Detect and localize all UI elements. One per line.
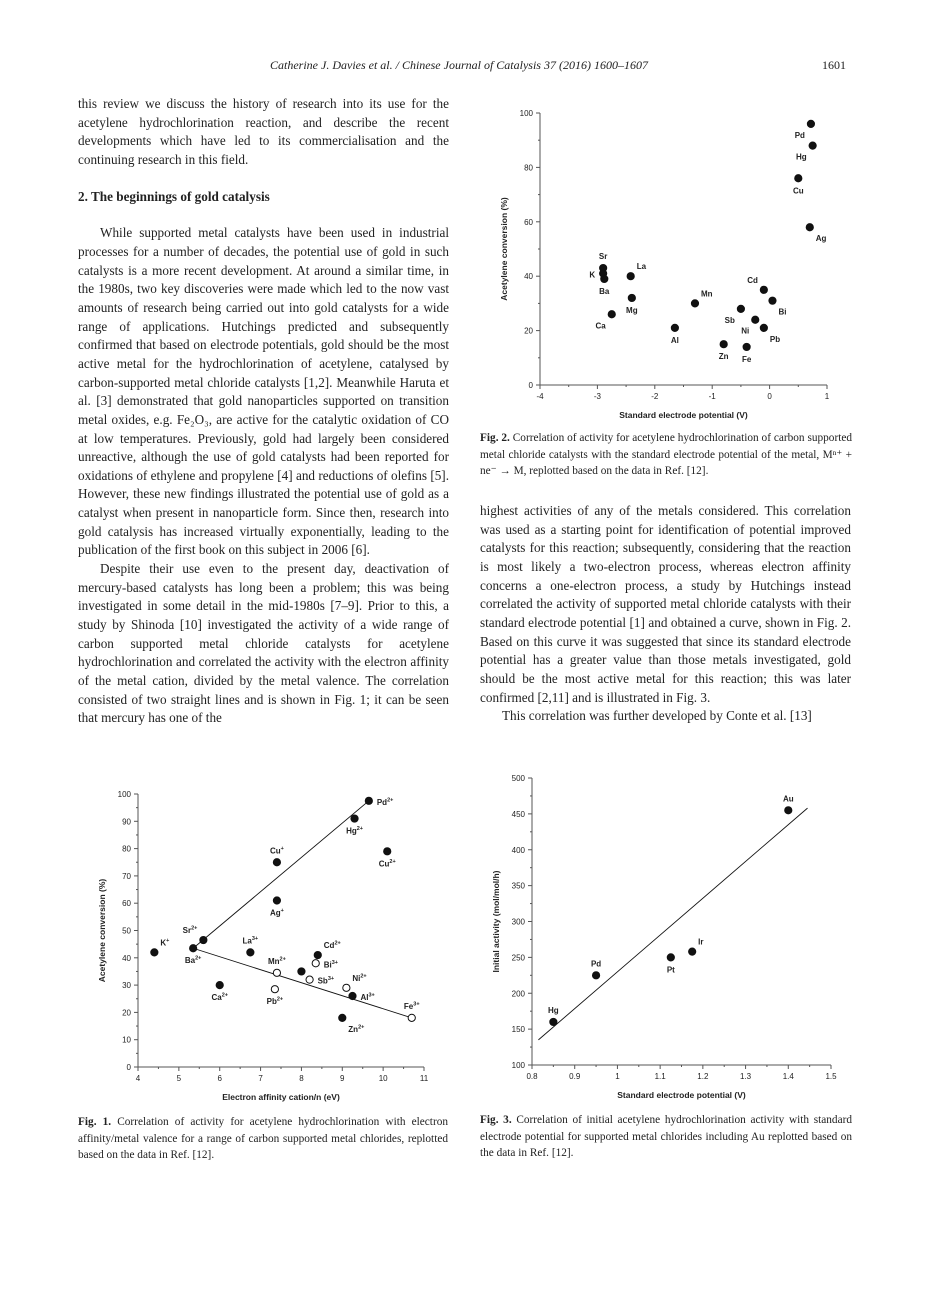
label-charge: + xyxy=(166,937,170,944)
y-axis-title: Acetylene conversion (%) xyxy=(97,878,107,983)
label-symbol: Cu xyxy=(378,859,390,869)
x-axis-title: Standard electrode potential (V) xyxy=(619,410,748,420)
label-symbol: Ni xyxy=(352,973,361,983)
data-label xyxy=(267,997,284,1007)
label-charge: 3+ xyxy=(251,935,259,942)
data-point xyxy=(271,986,278,993)
y-tick-label: 400 xyxy=(511,845,525,855)
data-label xyxy=(667,965,675,974)
data-label xyxy=(637,262,647,271)
y-tick-label: 100 xyxy=(519,109,533,118)
data-point xyxy=(200,936,207,943)
label-symbol: Ag xyxy=(269,908,281,918)
data-point xyxy=(628,294,635,301)
x-axis-title: Standard electrode potential (V) xyxy=(617,1090,746,1100)
x-tick-label: 1.4 xyxy=(782,1072,794,1081)
label-symbol: K xyxy=(160,938,167,948)
x-tick-label: -1 xyxy=(708,392,716,401)
data-point xyxy=(769,297,776,304)
x-tick-label: 1.2 xyxy=(697,1072,709,1081)
data-point xyxy=(312,960,319,967)
label-symbol: Sr xyxy=(182,926,192,936)
label-symbol: La xyxy=(242,936,252,946)
data-label xyxy=(698,938,703,947)
caption-label: Fig. 1. xyxy=(78,1116,112,1128)
y-tick-label: 100 xyxy=(511,1061,525,1070)
data-point xyxy=(720,341,727,348)
label-symbol: Mn xyxy=(267,956,280,966)
x-tick-label: 9 xyxy=(340,1074,345,1083)
data-point xyxy=(809,142,816,149)
data-label xyxy=(725,316,735,325)
data-point xyxy=(601,275,608,282)
y-tick-label: 60 xyxy=(122,899,131,909)
label-charge: 2+ xyxy=(358,1024,365,1031)
y-tick-label: 300 xyxy=(511,917,525,927)
y-tick-label: 40 xyxy=(524,272,533,282)
data-point xyxy=(298,968,305,975)
label-charge: 2+ xyxy=(356,826,364,833)
label-symbol: Ag xyxy=(815,234,827,244)
label-symbol: Pb xyxy=(769,334,781,344)
label-symbol: Cu xyxy=(269,846,281,856)
label-symbol: Pt xyxy=(666,965,675,975)
y-tick-label: 50 xyxy=(122,926,131,936)
label-symbol: Sr xyxy=(598,252,608,262)
data-label xyxy=(268,956,286,966)
y-tick-label: 250 xyxy=(511,953,525,963)
label-symbol: Zn xyxy=(348,1024,359,1034)
label-symbol: Hg xyxy=(346,826,357,836)
y-tick-label: 20 xyxy=(122,1008,131,1018)
label-charge: 2+ xyxy=(276,996,284,1003)
x-tick-label: 7 xyxy=(258,1074,263,1083)
label-symbol: K xyxy=(589,270,596,280)
x-tick-label: 1.5 xyxy=(825,1072,837,1081)
label-charge: 3+ xyxy=(368,992,375,999)
label-symbol: La xyxy=(636,262,647,272)
data-label xyxy=(548,1006,559,1015)
label-symbol: Cu xyxy=(792,186,804,196)
data-point xyxy=(806,224,813,231)
y-tick-label: 450 xyxy=(511,809,525,819)
figure-1-chart xyxy=(90,780,440,1110)
right-column xyxy=(480,502,851,726)
label-charge: 2+ xyxy=(191,925,198,932)
label-symbol: Hg xyxy=(548,1005,559,1015)
data-label xyxy=(742,355,752,364)
x-tick-label: 4 xyxy=(135,1074,141,1083)
y-tick-label: 40 xyxy=(122,953,131,963)
body-paragraph: While supported metal catalysts have been used in industrial processes for a number of decades, the potential use of gold in such catalysts is a more recent development. At around a similar time, in the 1980s, two key discoveries were made which led to the now vast amounts of research being carried out into gold catalysts for a wide range of applications. Hutchings predicted and subsequently confirmed that based on electrode potentials, gold should be the most active metal for the hydrochlorination of acetylene, catalysed by carbon-supported metal chloride catalysts [1,2]. Meanwhile Haruta et al. [3] demonstrated that gold nanoparticles supported on transition metal oxides, e.g. Fe₂O₃, are active for the catalytic oxidation of CO at low temperatures. Previously, gold had largely been considered unreactive, although the use of gold catalysts had been reported for oxidations of ethylene and propylene [4] and reductions of olefins [5]. However, these new findings illustrated the potential use of gold as a catalyst when present in nanoparticle form. Since then, research into gold catalysis has increased virtually exponentially, leading to the publication of the first book on this subject in 2006 [6]. xyxy=(78,225,449,558)
data-point xyxy=(795,175,802,182)
data-label xyxy=(793,186,804,195)
x-tick-label: 8 xyxy=(299,1074,304,1083)
y-tick-label: 10 xyxy=(122,1035,131,1045)
data-label xyxy=(770,335,780,344)
data-label xyxy=(243,936,259,946)
label-symbol: Al xyxy=(360,993,369,1003)
label-symbol: Al xyxy=(670,335,679,345)
x-tick-label: 1.1 xyxy=(654,1072,666,1081)
label-symbol: Pd xyxy=(376,797,388,807)
intro-paragraph: this review we discuss the history of research into its use for the acetylene hydrochlorination reaction, and describe the recent developments which have led to its commercialisation and the continuing research in this field. xyxy=(78,96,449,167)
label-symbol: Ba xyxy=(184,956,196,966)
y-axis-title: Initial activity (mol/mol/h) xyxy=(491,870,501,973)
label-symbol: Ni xyxy=(741,326,750,336)
data-label xyxy=(816,234,827,243)
label-symbol: Pd xyxy=(794,130,805,140)
data-label xyxy=(185,956,202,966)
y-tick-label: 500 xyxy=(511,774,525,783)
data-label xyxy=(211,993,228,1003)
label-charge: + xyxy=(280,907,284,914)
data-label xyxy=(741,327,749,336)
caption-text: Correlation of activity for acetylene hydrochlorination with electron affinity/metal valence for a range of carbon supported metal chlorides, replotted based on the data in Ref. [12]. xyxy=(78,1116,449,1161)
data-label xyxy=(377,797,394,807)
data-point xyxy=(314,951,321,958)
x-tick-label: 0.8 xyxy=(526,1072,538,1081)
y-tick-label: 150 xyxy=(511,1025,525,1035)
data-label xyxy=(361,993,375,1003)
data-label xyxy=(348,1024,364,1034)
left-column xyxy=(78,95,449,728)
data-point xyxy=(671,324,678,331)
caption-text: Correlation of activity for acetylene hydrochlorination of carbon supported metal chloride catalysts with the standard electrode potential of the metal, Mⁿ⁺ + ne⁻ → M, replotted based on the data in Ref. [12]. xyxy=(480,432,853,477)
data-label xyxy=(778,308,786,317)
data-point xyxy=(691,300,698,307)
data-point xyxy=(273,897,280,904)
trend-line xyxy=(193,948,412,1018)
caption-label: Fig. 3. xyxy=(480,1114,512,1126)
x-tick-label: 1 xyxy=(615,1072,620,1081)
data-point xyxy=(408,1014,415,1021)
data-point xyxy=(351,815,358,822)
x-tick-label: 1 xyxy=(824,392,830,401)
label-charge: 3+ xyxy=(413,1001,420,1008)
label-charge: + xyxy=(280,845,284,852)
data-label xyxy=(379,859,396,869)
x-tick-label: 0 xyxy=(767,392,772,401)
label-symbol: Fe xyxy=(741,354,752,364)
caption-label: Fig. 2. xyxy=(480,432,510,444)
data-point xyxy=(752,316,759,323)
caption-text: Correlation of initial acetylene hydrochlorination activity with standard electrode potential for supported metal chlorides including Au replotted based on the data in Ref. [12]. xyxy=(480,1114,853,1159)
data-label xyxy=(352,973,366,983)
data-point xyxy=(785,807,792,814)
trend-line xyxy=(538,808,807,1040)
y-tick-label: 90 xyxy=(122,817,131,827)
section-heading: 2. The beginnings of gold catalysis xyxy=(78,188,270,204)
label-symbol: Au xyxy=(782,794,794,804)
data-label xyxy=(783,794,794,803)
trend-line xyxy=(193,801,369,951)
label-symbol: Cd xyxy=(323,941,335,951)
label-symbol: Ir xyxy=(698,937,704,947)
x-tick-label: -3 xyxy=(593,392,601,401)
data-point xyxy=(273,969,280,976)
x-tick-label: 11 xyxy=(419,1074,429,1083)
data-label xyxy=(318,976,335,986)
data-point xyxy=(151,949,158,956)
data-label xyxy=(346,826,363,836)
label-charge: 2+ xyxy=(334,940,341,947)
label-symbol: Bi xyxy=(323,960,332,970)
figure-2-caption xyxy=(480,430,852,480)
data-point xyxy=(216,982,223,989)
data-label xyxy=(270,846,284,856)
label-symbol: Ca xyxy=(211,993,222,1003)
data-point xyxy=(247,949,254,956)
body-paragraph: This correlation was further developed by Conte et al. [13] xyxy=(502,708,812,724)
data-point xyxy=(743,343,750,350)
figure-3-chart xyxy=(480,765,850,1110)
data-point xyxy=(667,954,674,961)
data-label xyxy=(796,153,807,162)
data-label xyxy=(270,908,284,918)
data-label xyxy=(795,131,805,140)
data-label xyxy=(160,938,169,948)
data-point xyxy=(608,311,615,318)
y-tick-label: 100 xyxy=(117,790,131,799)
x-tick-label: 1.3 xyxy=(740,1072,752,1081)
data-label xyxy=(591,959,601,968)
label-symbol: Hg xyxy=(795,152,807,162)
label-symbol: Bi xyxy=(778,307,787,317)
y-tick-label: 30 xyxy=(122,981,131,991)
data-label xyxy=(324,941,341,951)
data-label xyxy=(324,960,338,970)
x-tick-label: 10 xyxy=(378,1074,388,1083)
data-label xyxy=(183,926,198,936)
data-label xyxy=(626,306,638,315)
label-symbol: Pd xyxy=(590,959,602,969)
y-tick-label: 0 xyxy=(528,381,533,390)
page-number: 1601 xyxy=(822,58,846,72)
y-tick-label: 70 xyxy=(122,871,131,881)
y-tick-label: 20 xyxy=(524,326,533,336)
label-symbol: Sb xyxy=(724,315,735,325)
data-point xyxy=(343,984,350,991)
label-symbol: Cd xyxy=(747,275,758,285)
data-point xyxy=(760,324,767,331)
label-symbol: Mn xyxy=(700,289,713,299)
label-symbol: Pb xyxy=(266,997,277,1007)
y-tick-label: 60 xyxy=(524,217,533,227)
figure-3-caption xyxy=(480,1112,852,1162)
data-point xyxy=(339,1014,346,1021)
data-point xyxy=(737,305,744,312)
data-label xyxy=(747,276,758,285)
label-charge: 2+ xyxy=(389,858,396,865)
x-tick-label: 5 xyxy=(176,1074,182,1083)
label-symbol: Mg xyxy=(626,305,638,315)
x-tick-label: -4 xyxy=(536,392,544,401)
data-label xyxy=(599,252,607,261)
x-tick-label: 6 xyxy=(217,1074,222,1083)
figure-1-caption xyxy=(78,1114,448,1164)
x-tick-label: -2 xyxy=(651,392,659,401)
label-charge: 2+ xyxy=(387,797,394,804)
label-charge: 2+ xyxy=(195,955,202,962)
body-paragraph: Despite their use even to the present day, deactivation of mercury-based catalysts has long been a problem; this was being investigated in some detail in the mid-1980s [7–9]. Prior to this, a study by Shinoda [10] investigated the activity of a wide range of carbon supported metal chloride catalysts for acetylene hydrochlorination and correlated the activity with the electron affinity of the metal cation, divided by the metal valence. The correlation consisted of two straight lines and is shown in Fig. 1; it can be seen that mercury has one of the xyxy=(78,561,449,726)
y-tick-label: 200 xyxy=(511,989,525,999)
label-charge: 3+ xyxy=(327,976,335,983)
data-point xyxy=(807,120,814,127)
body-paragraph: highest activities of any of the metals considered. This correlation was used as a starting point for identification of potential improved catalysts for this reaction; subsequently, considering that the reaction is most likely a two-electron process, whereas electron affinity concerns a one-electron process, a study by Hutchings instead correlated the activity of supported metal chloride catalysts with their standard electrode potential [1] and obtained a curve, shown in Fig. 2. Based on this curve it was suggested that since its standard electrode potential has a greater value than those metals investigated, gold should be the most active metal for this reaction; this was later confirmed [2,11] and is illustrated in Fig. 3. xyxy=(480,503,851,705)
y-tick-label: 0 xyxy=(126,1063,131,1072)
data-point xyxy=(689,948,696,955)
x-tick-label: 0.9 xyxy=(569,1072,581,1081)
label-symbol: Fe xyxy=(403,1001,414,1011)
data-label xyxy=(671,336,679,345)
data-label xyxy=(701,289,713,298)
y-axis-title: Acetylene conversion (%) xyxy=(499,197,509,301)
label-charge: 3+ xyxy=(331,959,339,966)
y-tick-label: 80 xyxy=(524,163,533,173)
data-label xyxy=(599,287,610,296)
data-point xyxy=(384,848,391,855)
data-point xyxy=(627,273,634,280)
y-tick-label: 350 xyxy=(511,881,525,891)
label-symbol: Ca xyxy=(595,321,606,331)
label-symbol: Zn xyxy=(718,352,729,362)
data-label xyxy=(719,352,729,361)
label-symbol: Sb xyxy=(317,976,328,986)
data-point xyxy=(273,859,280,866)
data-point xyxy=(760,286,767,293)
figure-2-chart xyxy=(495,100,840,425)
data-point xyxy=(550,1018,557,1025)
data-point xyxy=(365,797,372,804)
data-point xyxy=(349,992,356,999)
data-label xyxy=(596,321,607,330)
data-point xyxy=(592,972,599,979)
x-axis-title: Electron affinity cation/n (eV) xyxy=(222,1092,340,1102)
label-charge: 2+ xyxy=(221,992,228,999)
data-label xyxy=(404,1001,420,1011)
data-point xyxy=(306,976,313,983)
label-charge: 2+ xyxy=(279,956,286,963)
label-charge: 2+ xyxy=(360,973,367,980)
data-label xyxy=(589,270,595,279)
y-tick-label: 80 xyxy=(122,844,131,854)
running-head: Catherine J. Davies et al. / Chinese Journal of Catalysis 37 (2016) 1600–1607 xyxy=(270,58,648,72)
label-symbol: Ba xyxy=(599,286,610,296)
data-point xyxy=(190,945,197,952)
